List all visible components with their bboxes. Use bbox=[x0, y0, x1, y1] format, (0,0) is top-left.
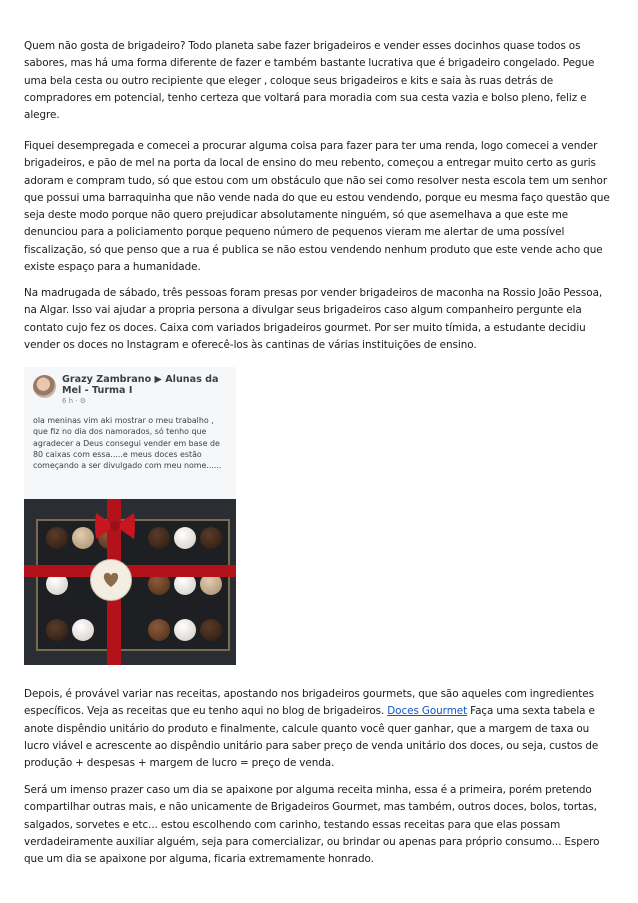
sweet bbox=[148, 527, 170, 549]
brigadeiro-post-image bbox=[24, 367, 236, 665]
text-segment: Depois, é provável variar nas receitas, apostando nos brigadeiros gourmets, que são aqueles com ingredientes específicos. Veja as receitas que eu tenho aqui no blog de brigadeiros. bbox=[24, 688, 594, 718]
paragraph-intro: Quem não gosta de brigadeiro? Todo planeta sabe fazer brigadeiros e vender esses docinhos quase todos os sabores, mas há uma forma diferente de fazer e também bastante lucrativa que é brigadeiro congelado. Pegue uma bela cesta ou outro recipiente que eleger , coloque seus brigadeiros e kits e saia às ruas detrás de compradores em potencial, tenho certeza que voltará para moradia com sua cesta vazia e bolso pleno, feliz e alegre. bbox=[24, 40, 595, 122]
avatar bbox=[33, 375, 56, 398]
sweet bbox=[46, 619, 68, 641]
paragraph-story: Fiquei desempregada e comecei a procurar alguma coisa para fazer para ter uma renda, logo comecei a vender brigadeiros, e pão de mel na porta da local de ensino do meu rebento, começou a entregar muito certo as guris adoram e compram tudo, só que estou com um obstáculo que não sei como resolver nesta escola tem um senhor que possui uma barraquinha que não vende nada do que eu estou vendendo, porque eu mesma faço questão que seja deste modo porque não quero prejudicar absolutamente ninguém, só que asemelhava a que este me denunciou para a policiamento porque pequeno número de pequenos vieram me alertar de uma possível fiscalização, só que penso que a rua é publica se não estou vendendo nenhum produto que este vende acho que existe espaço para a humanidade. bbox=[24, 140, 610, 274]
paragraph-gourmet bbox=[24, 686, 616, 772]
brigadeiro-box-photo bbox=[24, 499, 236, 665]
sweet bbox=[72, 527, 94, 549]
sweet bbox=[72, 619, 94, 641]
post-author: Grazy Zambrano ▶ Alunas da Mel - Turma I bbox=[62, 374, 219, 396]
sweet bbox=[46, 527, 68, 549]
post-time: 6 h · ⚙ bbox=[62, 397, 87, 405]
sweet bbox=[148, 619, 170, 641]
sweet bbox=[200, 619, 222, 641]
sweet bbox=[174, 527, 196, 549]
bow-icon bbox=[94, 509, 136, 543]
sweet bbox=[174, 619, 196, 641]
facebook-post bbox=[24, 367, 236, 499]
love-label-icon bbox=[90, 559, 132, 601]
text-segment: Faça uma sexta tabela e anote dispêndio unitário do produto e finalmente, calcule quanto você quer ganhar, que a margem de taxa ou lucro viável e acrescente ao dispêndio unitário para saber preço de venda unitário dos doces, ou seja, custos de produção + despesas + margem de lucro = preço de venda. bbox=[24, 705, 599, 770]
paragraph-closing: Será um imenso prazer caso um dia se apaixone por alguma receita minha, essa é a primeira, porém pretendo compartilhar outras mais, e não unicamente de Brigadeiros Gourmet, mas também, outros doces, bolos, tortas, salgados, sorvetes e etc... estou escolhendo com carinho, testando essas receitas para que elas possam verdadeiramente auxiliar alguém, seja para comercializar, ou brindar ou apenas para próprio consumo... Espero que um dia se apaixone por alguma, ficaria extremamente honrado. bbox=[24, 784, 600, 866]
post-text: ola meninas vim aki mostrar o meu trabalho , que fiz no dia dos namorados, só tenho que agradecer a Deus consegui vender em base de 80 caixas com essa.....e meus doces estão começando a ser divulgado com meu nome...... bbox=[33, 416, 222, 471]
doces-gourmet-link[interactable]: Doces Gourmet bbox=[387, 705, 468, 718]
sweet bbox=[200, 527, 222, 549]
paragraph-news: Na madrugada de sábado, três pessoas foram presas por vender brigadeiros de maconha na Rossio João Pessoa, na Algar. Isso vai ajudar a propria persona a divulgar seus brigadeiros caso algum companheiro pergunte ela contato cujo fez os doces. Caixa com variados brigadeiros gourmet. Por ser muito tímida, a estudante decidiu vender os doces no Instagram e oferecê-los às cantinas de várias instituições de ensino. bbox=[24, 287, 603, 351]
